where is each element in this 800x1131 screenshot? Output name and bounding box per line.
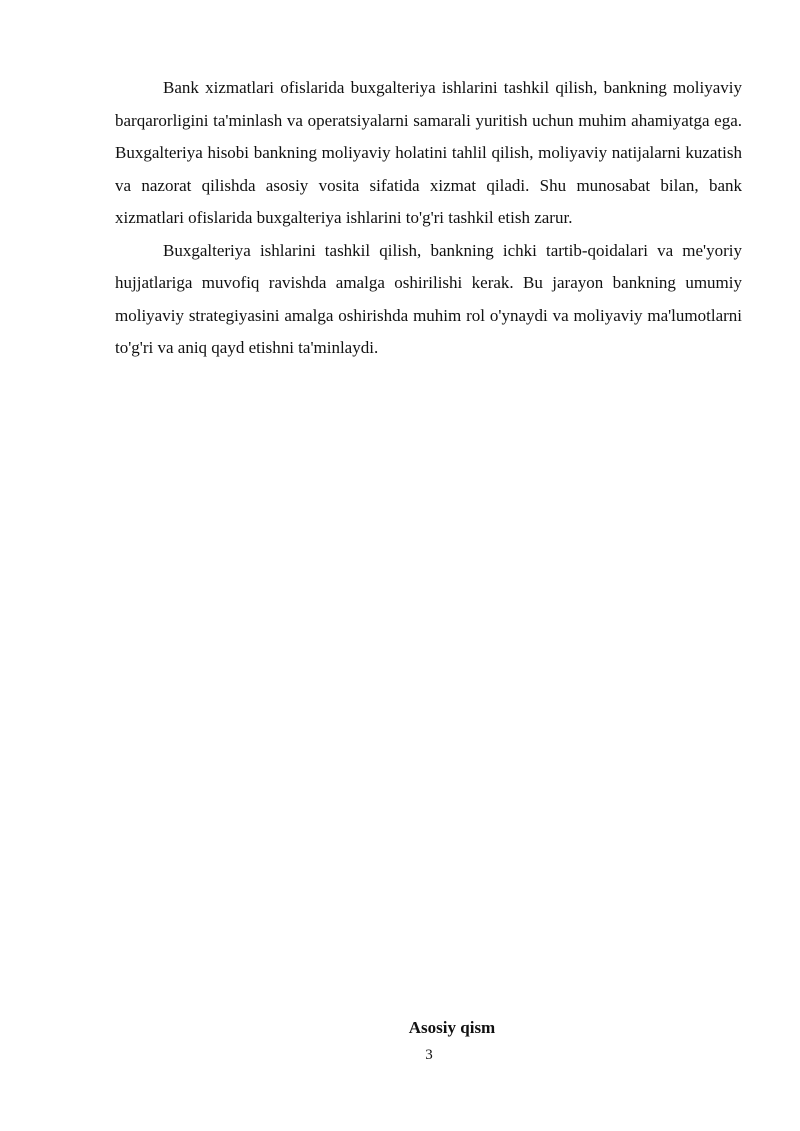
section-heading: Asosiy qism	[408, 1018, 496, 1037]
paragraph-2: Buxgalteriya ishlarini tashkil qilish, bankning ichki tartib-qoidalari va me'yoriy hujjatlariga muvofiq ravishda amalga oshirilishi kerak. Bu jarayon bankning umumiy moliyaviy strategiyasini amalga oshirishda muhim rol o'ynaydi va moliyaviy ma'lumotlarni to'g'ri va aniq qayd etishni ta'minlaydi.	[115, 240, 742, 357]
page-number: 3	[425, 1047, 433, 1063]
body-text	[115, 72, 742, 365]
paragraph-1: Bank xizmatlari ofislarida buxgalteriya ishlarini tashkil qilish, bankning moliyaviy barqarorligini ta'minlash va operatsiyalarni samarali yuritish uchun muhim ahamiyatga ega. Buxgalteriya hisobi bankning moliyaviy holatini tahlil qilish, moliyaviy natijalarni kuzatish va nazorat qilishda asosiy vosita sifatida xizmat qiladi. Shu munosabat bilan, bank xizmatlari ofislarida buxgalteriya ishlarini to'g'ri tashkil etish zarur.	[115, 78, 742, 227]
